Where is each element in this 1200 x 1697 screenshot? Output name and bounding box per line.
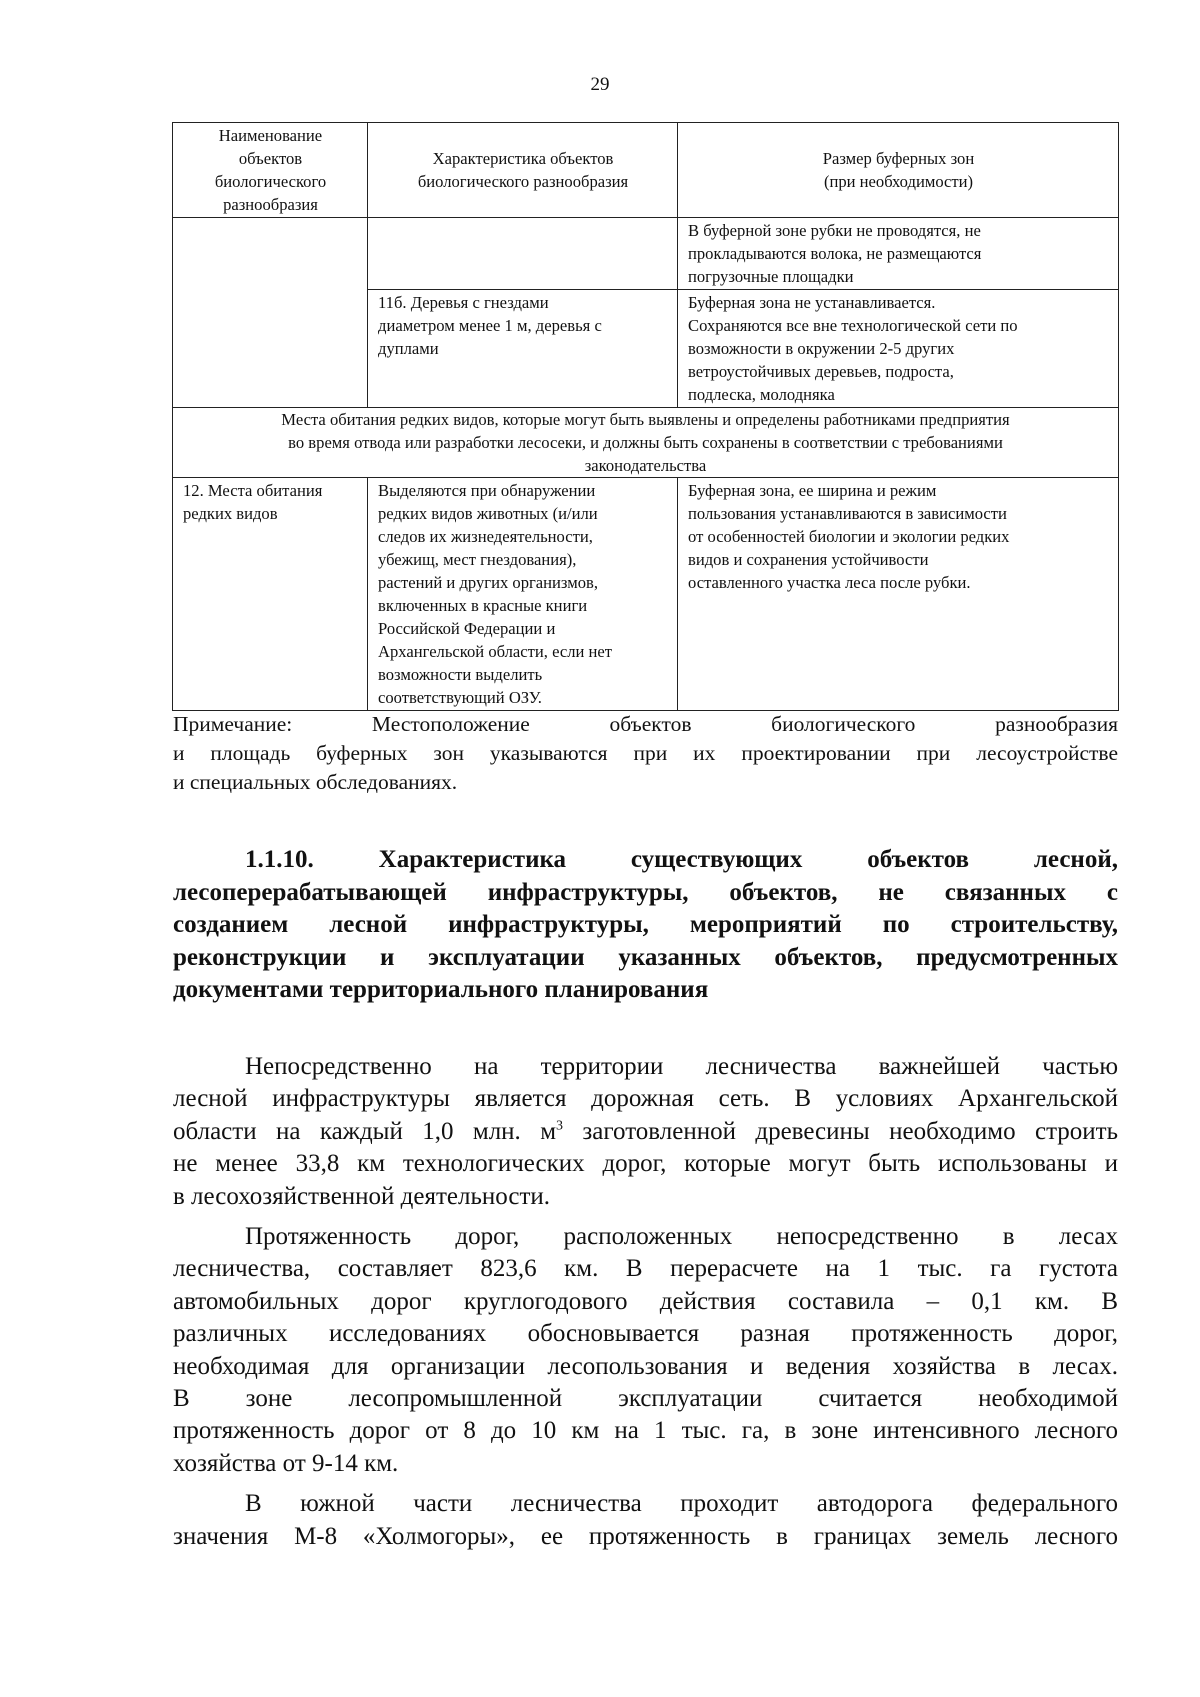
page-number: 29 bbox=[590, 74, 610, 95]
table-cell: 11б. Деревья с гнездами диаметром менее 1 м, деревья с дуплами bbox=[368, 290, 678, 408]
table-cell: Буферная зона не устанавливается. Сохраняются все вне технологической сети по возможности в окружении 2-5 других ветроустойчивых деревьев, подроста, подлеска, молодняка bbox=[678, 290, 1119, 408]
table-cell: В буферной зоне рубки не проводятся, не прокладываются волока, не размещаются погрузочные площадки bbox=[678, 218, 1119, 290]
header-buffer-size: Размер буферных зон (при необходимости) bbox=[678, 123, 1119, 218]
biodiversity-table bbox=[172, 122, 1119, 711]
table-header-row bbox=[173, 123, 1119, 218]
section-heading: 1.1.10. Характеристика существующих объектов лесной, лесоперерабатывающей инфраструктуры, объектов, не связанных с созданием лесной инфраструктуры, мероприятий по строительству, реконструкции и эксплуатации указанных объектов, предусмотренных документами территориального планирования bbox=[173, 846, 1118, 1003]
body-text bbox=[173, 1051, 1118, 1561]
table-note: Примечание: Местоположение объектов биологического разнообразия и площадь буферных зон указываются при их проектировании при лесоустройстве и специальных обследованиях. bbox=[173, 712, 1118, 794]
table-cell bbox=[173, 218, 368, 408]
paragraph-3: В южной части лесничества проходит автодорога федерального значения М-8 «Холмогоры», ее протяженность в границах земель лесного bbox=[173, 1490, 1118, 1550]
paragraph-line-with-superscript: области на каждый 1,0 млн. $м^3$ заготовленной древесины необходимо строить bbox=[173, 1117, 1119, 1145]
table-section-row bbox=[173, 408, 1119, 478]
table-row bbox=[173, 218, 1119, 290]
table-row bbox=[173, 478, 1119, 711]
section-title-cell: Места обитания редких видов, которые могут быть выявлены и определены работниками предприятия во время отвода или разработки лесосеки, и должны быть сохранены в соответствии с требованиями законодательства bbox=[173, 408, 1119, 478]
paragraph-2: Протяженность дорог, расположенных непосредственно в лесах лесничества, составляет 823,6 км. В перерасчете на 1 тыс. га густота автомобильных дорог круглогодового действия составила – 0,1 км. В различных исследованиях обосновывается разная протяженность дорог, необходимая для организации лесопользования и ведения хозяйства в лесах. В зоне лесопромышленной эксплуатации считается необходимой протяженность дорог от 8 до 10 км на 1 тыс. га, в зоне интенсивного лесного хозяйства от 9-14 км. bbox=[173, 1223, 1118, 1477]
paragraph-1: Непосредственно на территории лесничества важнейшей частью лесной инфраструктуры является дорожная сеть. В условиях Архангельской области на каждый 1,0 млн. $м^3$ заготовленной древесины необходимо строить не менее 33,8 км технологических дорог, которые могут быть использованы и в лесохозяйственной деятельности. bbox=[173, 1053, 1119, 1210]
header-characteristics: Характеристика объектов биологического разнообразия bbox=[368, 123, 678, 218]
table-cell: 12. Места обитания редких видов bbox=[173, 478, 368, 711]
table-cell bbox=[368, 218, 678, 290]
table-cell: Выделяются при обнаружении редких видов животных (и/или следов их жизнедеятельности, убежищ, мест гнездования), растений и других организмов, включенных в красные книги Российской Федерации и Архангельской области, если нет возможности выделить соответствующий ОЗУ. bbox=[368, 478, 678, 711]
header-name: Наименование объектов биологического разнообразия bbox=[173, 123, 368, 218]
table-cell: Буферная зона, ее ширина и режим пользования устанавливаются в зависимости от особенностей биологии и экологии редких видов и сохранения устойчивости оставленного участка леса после рубки. bbox=[678, 478, 1119, 711]
